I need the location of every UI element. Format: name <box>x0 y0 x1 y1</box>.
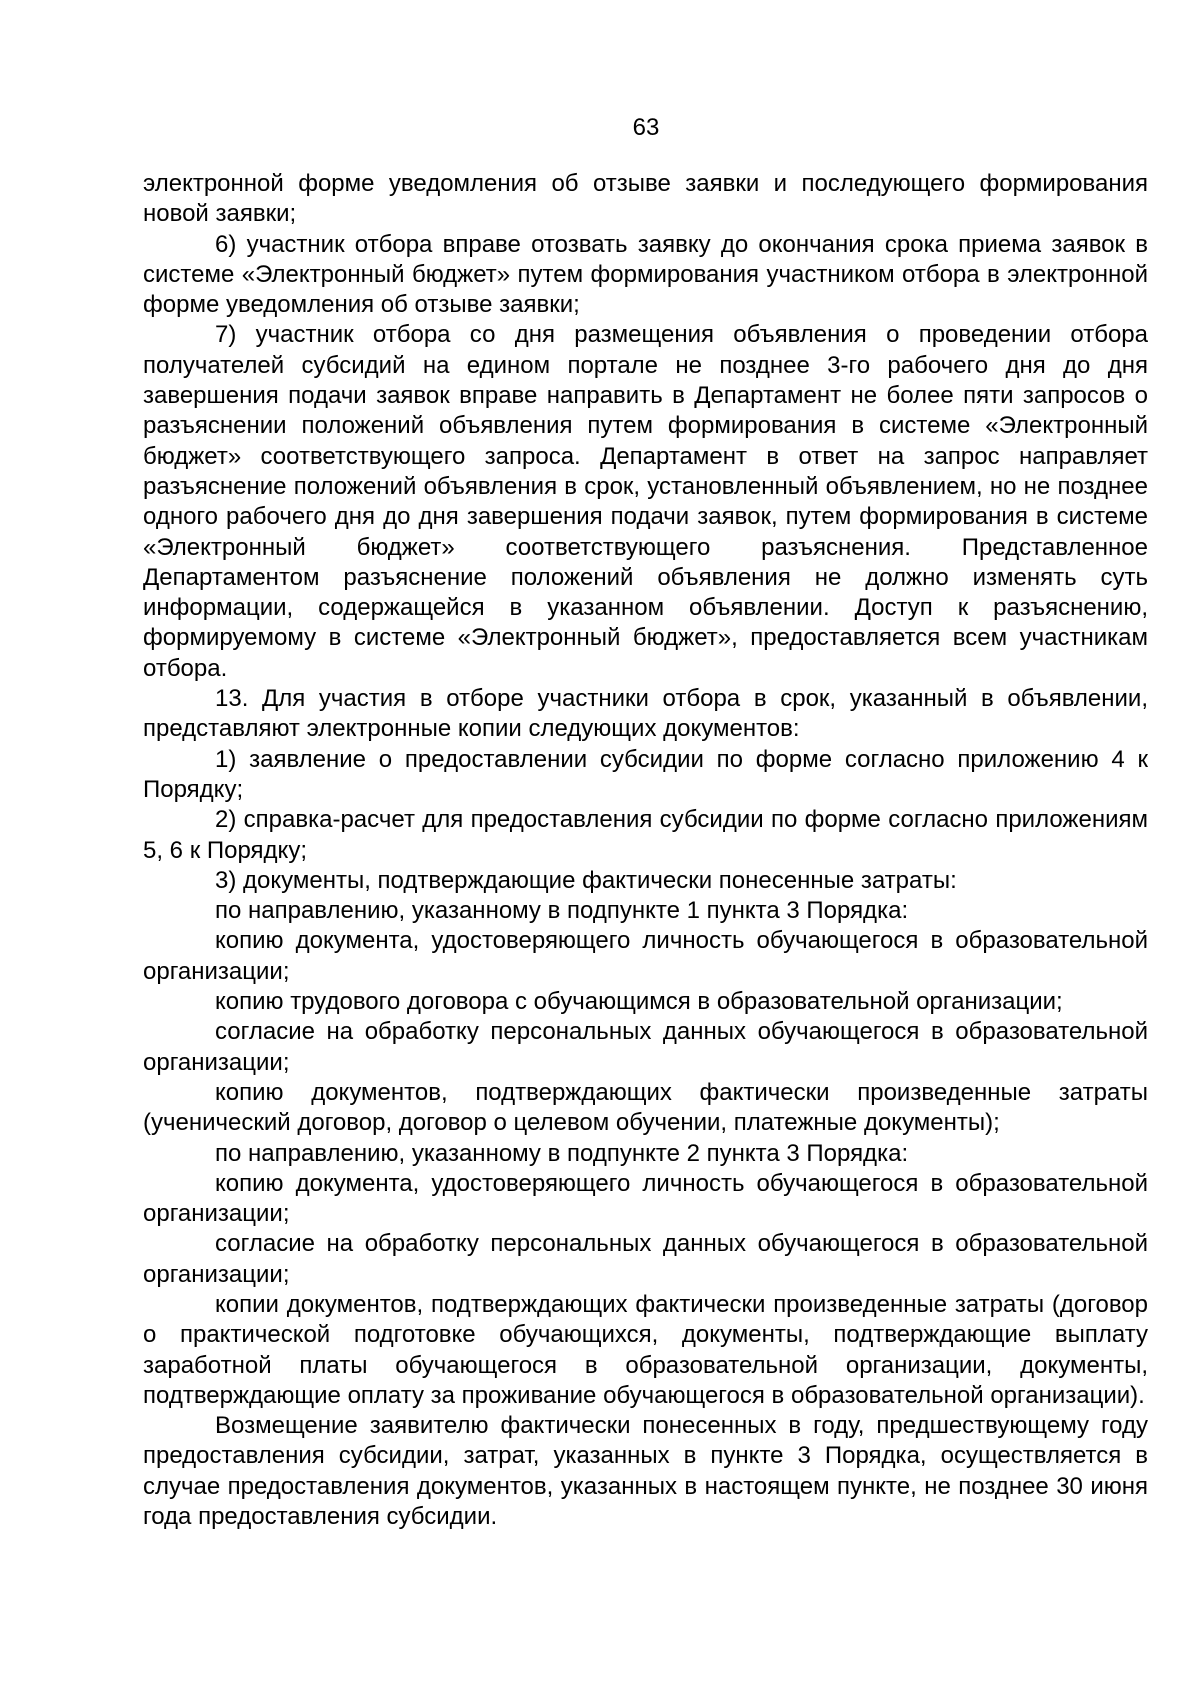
paragraph-expense-docs-2: копии документов, подтверждающих фактически произведенные затраты (договор о практической подготовке обучающихся, документы, подтверждающие выплату заработной платы обучающегося в образовательной организации, документы, подтверждающие оплату за проживание обучающегося в образовательной организации). <box>143 1290 1148 1409</box>
paragraph-item-7: 7) участник отбора со дня размещения объявления о проведении отбора получателей субсидий на едином портале не позднее 3-го рабочего дня до дня завершения подачи заявок вправе направить в Департамент не более пяти запросов о разъяснении положений объявления путем формирования в системе «Электронный бюджет» соответствующего запроса. Департамент в ответ на запрос направляет разъяснение положений объявления в срок, установленный объявлением, но не позднее одного рабочего дня до дня завершения подачи заявок, путем формирования в системе «Электронный бюджет» соответствующего разъяснения. Представленное Департаментом разъяснение положений объявления не должно изменять суть информации, содержащейся в указанном объявлении. Доступ к разъяснению, формируемому в системе «Электронный бюджет», предоставляется всем участникам отбора. <box>143 321 1148 682</box>
paragraph-consent-2: согласие на обработку персональных данных обучающегося в образовательной организации; <box>143 1230 1148 1288</box>
paragraph-direction-2: по направлению, указанному в подпункте 2 пункта 3 Порядка: <box>215 1139 909 1167</box>
paragraph-expense-docs-1: копию документов, подтверждающих фактически произведенные затраты (ученический договор, договор о целевом обучении, платежные документы); <box>143 1078 1148 1137</box>
paragraph-item-1: 1) заявление о предоставлении субсидии по форме согласно приложению 4 к Порядку; <box>143 745 1148 803</box>
paragraph-identity-copy-1: копию документа, удостоверяющего личность обучающегося в образовательной организации; <box>143 927 1148 985</box>
paragraph-direction-1: по направлению, указанному в подпункте 1 пункта 3 Порядка: <box>215 897 909 925</box>
paragraph-reimbursement: Возмещение заявителю фактически понесенных в году, предшествующему году предоставления субсидии, затрат, указанных в пункте 3 Порядка, осуществляется в случае предоставления документов, указанных в настоящем пункте, не позднее 30 июня года предоставления субсидии. <box>143 1412 1148 1531</box>
paragraph-identity-copy-2: копию документа, удостоверяющего личность обучающегося в образовательной организации; <box>143 1169 1148 1228</box>
paragraph-section-13: 13. Для участия в отборе участники отбора в срок, указанный в объявлении, представляют электронные копии следующих документов: <box>143 685 1148 743</box>
paragraph-item-3: 3) документы, подтверждающие фактически понесенные затраты: <box>215 866 957 894</box>
document-body <box>143 169 1148 1532</box>
paragraph-continuation: электронной форме уведомления об отзыве заявки и последующего формирования новой заявки; <box>143 170 1148 228</box>
page-number: 63 <box>632 114 660 141</box>
paragraph-consent-1: согласие на обработку персональных данных обучающегося в образовательной организации; <box>143 1018 1148 1076</box>
paragraph-item-2: 2) справка-расчет для предоставления субсидии по форме согласно приложениям 5, 6 к Порядку; <box>143 806 1148 864</box>
paragraph-labor-contract: копию трудового договора с обучающимся в образовательной организации; <box>215 988 1063 1016</box>
paragraph-item-6: 6) участник отбора вправе отозвать заявку до окончания срока приема заявок в системе «Электронный бюджет» путем формирования участником отбора в электронной форме уведомления об отзыве заявки; <box>143 230 1148 319</box>
